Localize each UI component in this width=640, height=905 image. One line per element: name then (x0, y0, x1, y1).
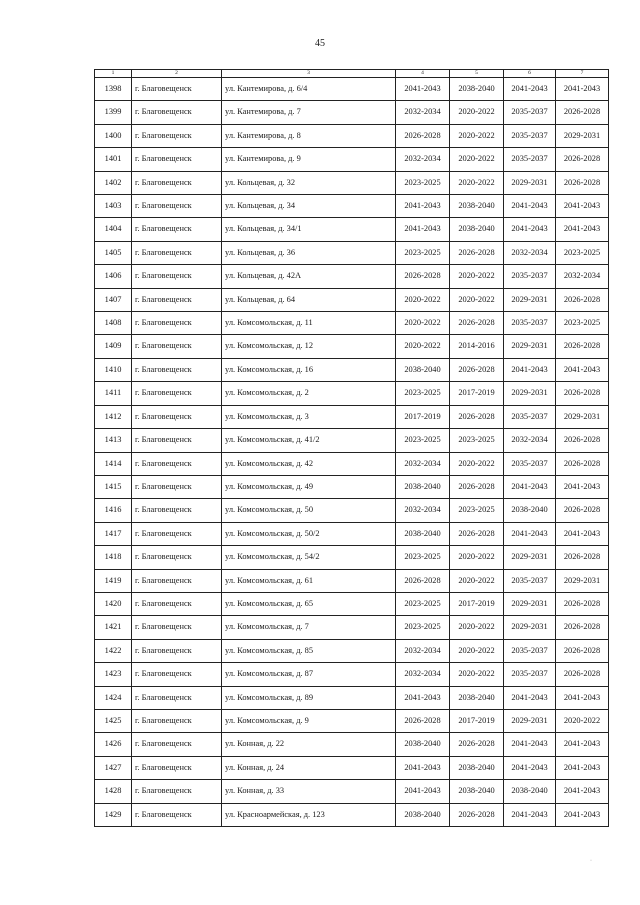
period-col6-cell: 2035-2037 (504, 101, 556, 124)
table-row (95, 382, 609, 405)
period-col7-cell: 2041-2043 (556, 475, 609, 498)
period-col7-cell: 2023-2025 (556, 241, 609, 264)
period-col4-cell: 2017-2019 (396, 405, 450, 428)
address-cell: ул. Комсомольская, д. 42 (222, 452, 396, 475)
address-cell: ул. Красноармейская, д. 123 (222, 803, 396, 826)
address-cell: ул. Кольцевая, д. 36 (222, 241, 396, 264)
period-col4-cell: 2041-2043 (396, 195, 450, 218)
period-col5-cell: 2020-2022 (450, 171, 504, 194)
period-col4-cell: 2023-2025 (396, 171, 450, 194)
scan-mark: · (590, 858, 592, 864)
period-col6-cell: 2035-2037 (504, 312, 556, 335)
period-col4-cell: 2026-2028 (396, 124, 450, 147)
period-col4-cell: 2038-2040 (396, 358, 450, 381)
city-cell: г. Благовещенск (132, 499, 222, 522)
table-row (95, 405, 609, 428)
table-row (95, 780, 609, 803)
city-cell: г. Благовещенск (132, 452, 222, 475)
row-number: 1406 (95, 265, 132, 288)
period-col4-cell: 2020-2022 (396, 288, 450, 311)
city-cell: г. Благовещенск (132, 358, 222, 381)
period-col5-cell: 2038-2040 (450, 195, 504, 218)
column-number: 6 (504, 70, 556, 78)
table-row (95, 429, 609, 452)
row-number: 1400 (95, 124, 132, 147)
city-cell: г. Благовещенск (132, 101, 222, 124)
row-number: 1410 (95, 358, 132, 381)
city-cell: г. Благовещенск (132, 429, 222, 452)
period-col6-cell: 2035-2037 (504, 265, 556, 288)
period-col6-cell: 2035-2037 (504, 405, 556, 428)
table-row (95, 241, 609, 264)
table-row (95, 218, 609, 241)
period-col7-cell: 2032-2034 (556, 265, 609, 288)
period-col5-cell: 2038-2040 (450, 686, 504, 709)
address-cell: ул. Комсомольская, д. 54/2 (222, 546, 396, 569)
city-cell: г. Благовещенск (132, 803, 222, 826)
period-col7-cell: 2041-2043 (556, 358, 609, 381)
row-number: 1403 (95, 195, 132, 218)
period-col4-cell: 2041-2043 (396, 686, 450, 709)
city-cell: г. Благовещенск (132, 709, 222, 732)
period-col7-cell: 2041-2043 (556, 522, 609, 545)
address-cell: ул. Комсомольская, д. 16 (222, 358, 396, 381)
address-cell: ул. Комсомольская, д. 11 (222, 312, 396, 335)
table-row (95, 663, 609, 686)
city-cell: г. Благовещенск (132, 780, 222, 803)
row-number: 1421 (95, 616, 132, 639)
row-number: 1407 (95, 288, 132, 311)
row-number: 1414 (95, 452, 132, 475)
row-number: 1417 (95, 522, 132, 545)
table-row (95, 101, 609, 124)
period-col6-cell: 2041-2043 (504, 218, 556, 241)
address-cell: ул. Конная, д. 24 (222, 756, 396, 779)
period-col6-cell: 2029-2031 (504, 335, 556, 358)
period-col5-cell: 2023-2025 (450, 499, 504, 522)
period-col5-cell: 2020-2022 (450, 452, 504, 475)
city-cell: г. Благовещенск (132, 616, 222, 639)
period-col4-cell: 2026-2028 (396, 265, 450, 288)
address-cell: ул. Комсомольская, д. 3 (222, 405, 396, 428)
period-col4-cell: 2023-2025 (396, 429, 450, 452)
row-number: 1418 (95, 546, 132, 569)
period-col6-cell: 2041-2043 (504, 475, 556, 498)
row-number: 1413 (95, 429, 132, 452)
address-cell: ул. Комсомольская, д. 50 (222, 499, 396, 522)
city-cell: г. Благовещенск (132, 124, 222, 147)
period-col7-cell: 2026-2028 (556, 592, 609, 615)
table-row (95, 335, 609, 358)
period-col4-cell: 2038-2040 (396, 733, 450, 756)
period-col6-cell: 2029-2031 (504, 592, 556, 615)
period-col5-cell: 2026-2028 (450, 241, 504, 264)
period-col6-cell: 2041-2043 (504, 522, 556, 545)
period-col6-cell: 2041-2043 (504, 195, 556, 218)
table-row (95, 616, 609, 639)
period-col6-cell: 2029-2031 (504, 546, 556, 569)
address-cell: ул. Комсомольская, д. 89 (222, 686, 396, 709)
period-col4-cell: 2032-2034 (396, 499, 450, 522)
row-number: 1427 (95, 756, 132, 779)
column-number: 4 (396, 70, 450, 78)
period-col4-cell: 2026-2028 (396, 569, 450, 592)
period-col6-cell: 2035-2037 (504, 124, 556, 147)
table-row (95, 592, 609, 615)
city-cell: г. Благовещенск (132, 733, 222, 756)
period-col6-cell: 2035-2037 (504, 663, 556, 686)
row-number: 1404 (95, 218, 132, 241)
period-col7-cell: 2029-2031 (556, 124, 609, 147)
period-col4-cell: 2038-2040 (396, 475, 450, 498)
period-col4-cell: 2023-2025 (396, 241, 450, 264)
city-cell: г. Благовещенск (132, 756, 222, 779)
period-col5-cell: 2038-2040 (450, 756, 504, 779)
period-col4-cell: 2032-2034 (396, 639, 450, 662)
address-cell: ул. Комсомольская, д. 7 (222, 616, 396, 639)
table-row (95, 78, 609, 101)
address-cell: ул. Кольцевая, д. 42А (222, 265, 396, 288)
city-cell: г. Благовещенск (132, 686, 222, 709)
city-cell: г. Благовещенск (132, 639, 222, 662)
row-number: 1428 (95, 780, 132, 803)
address-cell: ул. Кантемирова, д. 9 (222, 148, 396, 171)
city-cell: г. Благовещенск (132, 475, 222, 498)
period-col4-cell: 2032-2034 (396, 148, 450, 171)
period-col7-cell: 2026-2028 (556, 101, 609, 124)
row-number: 1402 (95, 171, 132, 194)
period-col5-cell: 2038-2040 (450, 780, 504, 803)
address-cell: ул. Кольцевая, д. 34/1 (222, 218, 396, 241)
period-col7-cell: 2041-2043 (556, 733, 609, 756)
period-col6-cell: 2029-2031 (504, 171, 556, 194)
period-col6-cell: 2032-2034 (504, 429, 556, 452)
period-col5-cell: 2020-2022 (450, 546, 504, 569)
row-number: 1429 (95, 803, 132, 826)
period-col5-cell: 2026-2028 (450, 733, 504, 756)
city-cell: г. Благовещенск (132, 663, 222, 686)
address-cell: ул. Комсомольская, д. 2 (222, 382, 396, 405)
row-number: 1415 (95, 475, 132, 498)
period-col5-cell: 2023-2025 (450, 429, 504, 452)
table-row (95, 171, 609, 194)
address-cell: ул. Комсомольская, д. 85 (222, 639, 396, 662)
period-col5-cell: 2020-2022 (450, 101, 504, 124)
period-col7-cell: 2026-2028 (556, 546, 609, 569)
row-number: 1419 (95, 569, 132, 592)
period-col6-cell: 2035-2037 (504, 639, 556, 662)
city-cell: г. Благовещенск (132, 218, 222, 241)
row-number: 1425 (95, 709, 132, 732)
table-row (95, 686, 609, 709)
period-col4-cell: 2038-2040 (396, 522, 450, 545)
address-cell: ул. Комсомольская, д. 12 (222, 335, 396, 358)
table-header (95, 70, 609, 78)
table-row (95, 499, 609, 522)
page-number: 45 (315, 38, 325, 49)
period-col4-cell: 2032-2034 (396, 101, 450, 124)
city-cell: г. Благовещенск (132, 569, 222, 592)
row-number: 1399 (95, 101, 132, 124)
row-number: 1422 (95, 639, 132, 662)
period-col4-cell: 2041-2043 (396, 218, 450, 241)
period-col4-cell: 2032-2034 (396, 663, 450, 686)
address-cell: ул. Комсомольская, д. 41/2 (222, 429, 396, 452)
period-col7-cell: 2026-2028 (556, 452, 609, 475)
column-number: 3 (222, 70, 396, 78)
address-cell: ул. Комсомольская, д. 87 (222, 663, 396, 686)
housing-register-table (94, 69, 609, 827)
address-cell: ул. Кантемирова, д. 7 (222, 101, 396, 124)
period-col7-cell: 2041-2043 (556, 756, 609, 779)
address-cell: ул. Кантемирова, д. 6/4 (222, 78, 396, 101)
period-col7-cell: 2020-2022 (556, 709, 609, 732)
period-col7-cell: 2026-2028 (556, 639, 609, 662)
period-col6-cell: 2029-2031 (504, 288, 556, 311)
period-col5-cell: 2020-2022 (450, 569, 504, 592)
column-number: 7 (556, 70, 609, 78)
table-row (95, 709, 609, 732)
period-col4-cell: 2020-2022 (396, 312, 450, 335)
row-number: 1423 (95, 663, 132, 686)
period-col7-cell: 2026-2028 (556, 335, 609, 358)
column-number: 2 (132, 70, 222, 78)
table-row (95, 522, 609, 545)
row-number: 1398 (95, 78, 132, 101)
city-cell: г. Благовещенск (132, 241, 222, 264)
table-row (95, 148, 609, 171)
address-cell: ул. Комсомольская, д. 65 (222, 592, 396, 615)
city-cell: г. Благовещенск (132, 522, 222, 545)
period-col6-cell: 2029-2031 (504, 382, 556, 405)
period-col7-cell: 2029-2031 (556, 569, 609, 592)
row-number: 1416 (95, 499, 132, 522)
city-cell: г. Благовещенск (132, 148, 222, 171)
city-cell: г. Благовещенск (132, 592, 222, 615)
table-row (95, 124, 609, 147)
period-col5-cell: 2020-2022 (450, 148, 504, 171)
period-col5-cell: 2026-2028 (450, 358, 504, 381)
period-col4-cell: 2023-2025 (396, 592, 450, 615)
period-col7-cell: 2023-2025 (556, 312, 609, 335)
table-row (95, 195, 609, 218)
period-col7-cell: 2041-2043 (556, 78, 609, 101)
period-col6-cell: 2041-2043 (504, 803, 556, 826)
period-col4-cell: 2032-2034 (396, 452, 450, 475)
period-col7-cell: 2026-2028 (556, 382, 609, 405)
table-row (95, 452, 609, 475)
period-col7-cell: 2026-2028 (556, 171, 609, 194)
period-col5-cell: 2017-2019 (450, 709, 504, 732)
city-cell: г. Благовещенск (132, 195, 222, 218)
period-col7-cell: 2041-2043 (556, 780, 609, 803)
period-col4-cell: 2041-2043 (396, 78, 450, 101)
city-cell: г. Благовещенск (132, 288, 222, 311)
address-cell: ул. Комсомольская, д. 61 (222, 569, 396, 592)
period-col5-cell: 2020-2022 (450, 639, 504, 662)
table-row (95, 569, 609, 592)
table-body (95, 78, 609, 827)
table-row (95, 265, 609, 288)
period-col6-cell: 2029-2031 (504, 616, 556, 639)
address-cell: ул. Комсомольская, д. 9 (222, 709, 396, 732)
table-row (95, 358, 609, 381)
period-col6-cell: 2035-2037 (504, 148, 556, 171)
period-col7-cell: 2026-2028 (556, 288, 609, 311)
period-col7-cell: 2041-2043 (556, 686, 609, 709)
period-col5-cell: 2020-2022 (450, 616, 504, 639)
period-col6-cell: 2041-2043 (504, 686, 556, 709)
column-number: 1 (95, 70, 132, 78)
period-col4-cell: 2023-2025 (396, 546, 450, 569)
period-col5-cell: 2026-2028 (450, 312, 504, 335)
period-col6-cell: 2038-2040 (504, 780, 556, 803)
city-cell: г. Благовещенск (132, 382, 222, 405)
table-row (95, 733, 609, 756)
period-col7-cell: 2026-2028 (556, 148, 609, 171)
table-row (95, 756, 609, 779)
table-row (95, 288, 609, 311)
table-row (95, 546, 609, 569)
table-row (95, 312, 609, 335)
period-col4-cell: 2023-2025 (396, 382, 450, 405)
city-cell: г. Благовещенск (132, 171, 222, 194)
row-number: 1411 (95, 382, 132, 405)
period-col7-cell: 2026-2028 (556, 499, 609, 522)
period-col7-cell: 2026-2028 (556, 429, 609, 452)
period-col5-cell: 2038-2040 (450, 218, 504, 241)
address-cell: ул. Конная, д. 33 (222, 780, 396, 803)
column-number-row (95, 70, 609, 78)
row-number: 1420 (95, 592, 132, 615)
period-col5-cell: 2020-2022 (450, 265, 504, 288)
address-cell: ул. Кольцевая, д. 64 (222, 288, 396, 311)
period-col6-cell: 2041-2043 (504, 358, 556, 381)
address-cell: ул. Кольцевая, д. 34 (222, 195, 396, 218)
address-cell: ул. Кантемирова, д. 8 (222, 124, 396, 147)
table-row (95, 639, 609, 662)
period-col5-cell: 2017-2019 (450, 592, 504, 615)
period-col5-cell: 2026-2028 (450, 803, 504, 826)
period-col6-cell: 2041-2043 (504, 733, 556, 756)
period-col5-cell: 2026-2028 (450, 475, 504, 498)
period-col7-cell: 2029-2031 (556, 405, 609, 428)
city-cell: г. Благовещенск (132, 405, 222, 428)
city-cell: г. Благовещенск (132, 265, 222, 288)
row-number: 1401 (95, 148, 132, 171)
period-col7-cell: 2041-2043 (556, 803, 609, 826)
period-col6-cell: 2038-2040 (504, 499, 556, 522)
period-col4-cell: 2041-2043 (396, 780, 450, 803)
period-col7-cell: 2041-2043 (556, 195, 609, 218)
address-cell: ул. Кольцевая, д. 32 (222, 171, 396, 194)
row-number: 1412 (95, 405, 132, 428)
city-cell: г. Благовещенск (132, 78, 222, 101)
address-cell: ул. Комсомольская, д. 50/2 (222, 522, 396, 545)
address-cell: ул. Конная, д. 22 (222, 733, 396, 756)
city-cell: г. Благовещенск (132, 312, 222, 335)
table-row (95, 803, 609, 826)
city-cell: г. Благовещенск (132, 335, 222, 358)
period-col5-cell: 2038-2040 (450, 78, 504, 101)
row-number: 1409 (95, 335, 132, 358)
city-cell: г. Благовещенск (132, 546, 222, 569)
period-col4-cell: 2020-2022 (396, 335, 450, 358)
row-number: 1426 (95, 733, 132, 756)
period-col5-cell: 2020-2022 (450, 288, 504, 311)
row-number: 1424 (95, 686, 132, 709)
period-col4-cell: 2023-2025 (396, 616, 450, 639)
address-cell: ул. Комсомольская, д. 49 (222, 475, 396, 498)
row-number: 1405 (95, 241, 132, 264)
period-col7-cell: 2026-2028 (556, 616, 609, 639)
period-col6-cell: 2035-2037 (504, 452, 556, 475)
period-col5-cell: 2014-2016 (450, 335, 504, 358)
period-col6-cell: 2032-2034 (504, 241, 556, 264)
period-col7-cell: 2026-2028 (556, 663, 609, 686)
row-number: 1408 (95, 312, 132, 335)
period-col4-cell: 2038-2040 (396, 803, 450, 826)
period-col5-cell: 2026-2028 (450, 522, 504, 545)
period-col4-cell: 2041-2043 (396, 756, 450, 779)
period-col6-cell: 2041-2043 (504, 78, 556, 101)
period-col6-cell: 2041-2043 (504, 756, 556, 779)
period-col5-cell: 2026-2028 (450, 405, 504, 428)
period-col4-cell: 2026-2028 (396, 709, 450, 732)
period-col6-cell: 2035-2037 (504, 569, 556, 592)
period-col5-cell: 2017-2019 (450, 382, 504, 405)
period-col7-cell: 2041-2043 (556, 218, 609, 241)
column-number: 5 (450, 70, 504, 78)
table-row (95, 475, 609, 498)
period-col6-cell: 2029-2031 (504, 709, 556, 732)
period-col5-cell: 2020-2022 (450, 124, 504, 147)
period-col5-cell: 2020-2022 (450, 663, 504, 686)
